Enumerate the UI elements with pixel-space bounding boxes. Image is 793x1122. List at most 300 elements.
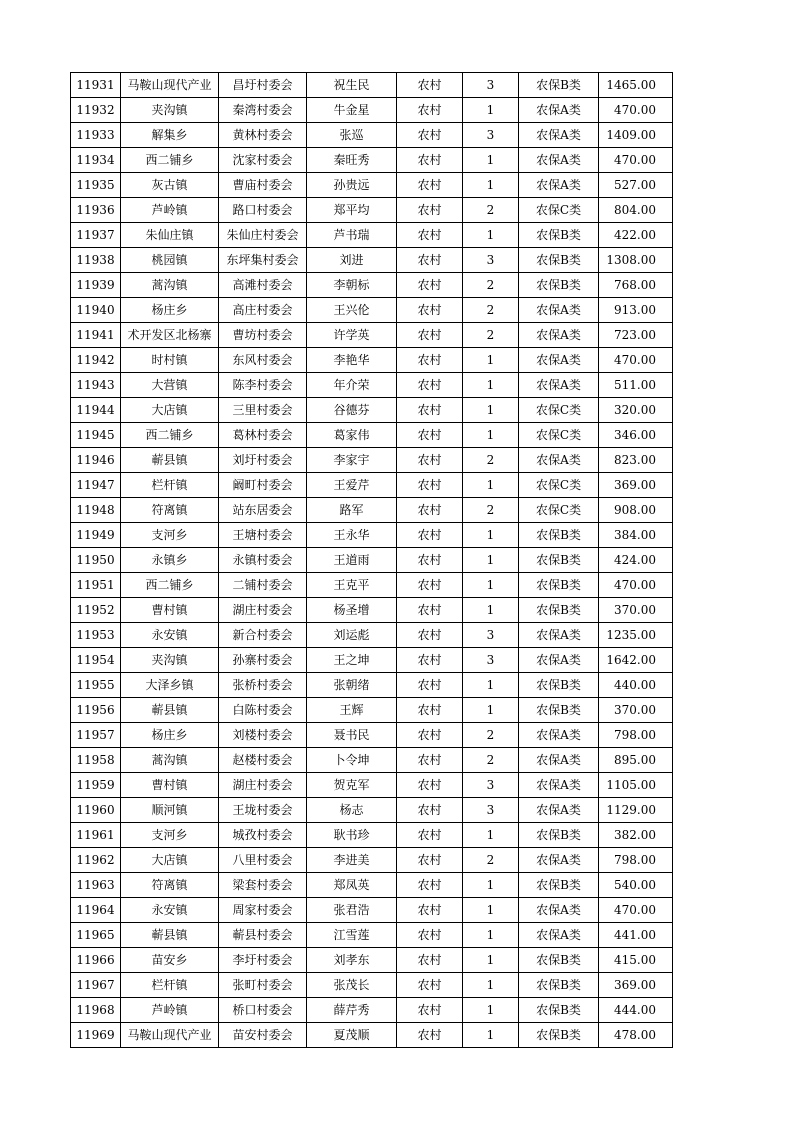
household-count-cell: 1 bbox=[463, 923, 519, 948]
village-committee-cell: 高滩村委会 bbox=[219, 273, 307, 298]
serial-number-cell: 11943 bbox=[71, 373, 121, 398]
serial-number-cell: 11950 bbox=[71, 548, 121, 573]
table-row bbox=[71, 648, 673, 673]
household-count-cell: 2 bbox=[463, 448, 519, 473]
village-committee-cell: 东坪集村委会 bbox=[219, 248, 307, 273]
township-cell: 马鞍山现代产业 bbox=[121, 73, 219, 98]
township-cell: 符离镇 bbox=[121, 498, 219, 523]
table-row bbox=[71, 798, 673, 823]
amount-cell: 444.00 bbox=[599, 998, 673, 1023]
household-count-cell: 1 bbox=[463, 98, 519, 123]
serial-number-cell: 11952 bbox=[71, 598, 121, 623]
amount-cell: 723.00 bbox=[599, 323, 673, 348]
table-row bbox=[71, 348, 673, 373]
table-row bbox=[71, 123, 673, 148]
village-committee-cell: 张町村委会 bbox=[219, 973, 307, 998]
household-count-cell: 1 bbox=[463, 173, 519, 198]
township-cell: 永安镇 bbox=[121, 623, 219, 648]
household-count-cell: 1 bbox=[463, 698, 519, 723]
household-count-cell: 1 bbox=[463, 473, 519, 498]
insurance-category-cell: 农保A类 bbox=[519, 298, 599, 323]
area-type-cell: 农村 bbox=[397, 498, 463, 523]
person-name-cell: 郑平均 bbox=[307, 198, 397, 223]
area-type-cell: 农村 bbox=[397, 323, 463, 348]
table-row bbox=[71, 673, 673, 698]
household-count-cell: 2 bbox=[463, 198, 519, 223]
table-row bbox=[71, 548, 673, 573]
household-count-cell: 3 bbox=[463, 623, 519, 648]
amount-cell: 440.00 bbox=[599, 673, 673, 698]
amount-cell: 370.00 bbox=[599, 598, 673, 623]
person-name-cell: 牛金星 bbox=[307, 98, 397, 123]
area-type-cell: 农村 bbox=[397, 173, 463, 198]
village-committee-cell: 阚町村委会 bbox=[219, 473, 307, 498]
amount-cell: 1409.00 bbox=[599, 123, 673, 148]
area-type-cell: 农村 bbox=[397, 973, 463, 998]
serial-number-cell: 11966 bbox=[71, 948, 121, 973]
serial-number-cell: 11946 bbox=[71, 448, 121, 473]
township-cell: 杨庄乡 bbox=[121, 723, 219, 748]
area-type-cell: 农村 bbox=[397, 423, 463, 448]
household-count-cell: 1 bbox=[463, 898, 519, 923]
amount-cell: 1308.00 bbox=[599, 248, 673, 273]
person-name-cell: 孙贵远 bbox=[307, 173, 397, 198]
insurance-category-cell: 农保A类 bbox=[519, 898, 599, 923]
serial-number-cell: 11955 bbox=[71, 673, 121, 698]
area-type-cell: 农村 bbox=[397, 523, 463, 548]
amount-cell: 1105.00 bbox=[599, 773, 673, 798]
area-type-cell: 农村 bbox=[397, 998, 463, 1023]
serial-number-cell: 11935 bbox=[71, 173, 121, 198]
village-committee-cell: 路口村委会 bbox=[219, 198, 307, 223]
insurance-category-cell: 农保C类 bbox=[519, 198, 599, 223]
area-type-cell: 农村 bbox=[397, 298, 463, 323]
insurance-category-cell: 农保C类 bbox=[519, 473, 599, 498]
person-name-cell: 王兴伦 bbox=[307, 298, 397, 323]
table-row bbox=[71, 623, 673, 648]
township-cell: 永镇乡 bbox=[121, 548, 219, 573]
village-committee-cell: 秦湾村委会 bbox=[219, 98, 307, 123]
village-committee-cell: 朱仙庄村委会 bbox=[219, 223, 307, 248]
amount-cell: 422.00 bbox=[599, 223, 673, 248]
area-type-cell: 农村 bbox=[397, 373, 463, 398]
area-type-cell: 农村 bbox=[397, 648, 463, 673]
village-committee-cell: 蕲县村委会 bbox=[219, 923, 307, 948]
township-cell: 马鞍山现代产业 bbox=[121, 1023, 219, 1048]
village-committee-cell: 站东居委会 bbox=[219, 498, 307, 523]
area-type-cell: 农村 bbox=[397, 248, 463, 273]
area-type-cell: 农村 bbox=[397, 223, 463, 248]
table-row bbox=[71, 698, 673, 723]
table-row bbox=[71, 498, 673, 523]
person-name-cell: 郑凤英 bbox=[307, 873, 397, 898]
roster-body bbox=[71, 73, 673, 1048]
amount-cell: 798.00 bbox=[599, 848, 673, 873]
amount-cell: 384.00 bbox=[599, 523, 673, 548]
area-type-cell: 农村 bbox=[397, 623, 463, 648]
area-type-cell: 农村 bbox=[397, 473, 463, 498]
insurance-category-cell: 农保B类 bbox=[519, 1023, 599, 1048]
village-committee-cell: 赵楼村委会 bbox=[219, 748, 307, 773]
amount-cell: 768.00 bbox=[599, 273, 673, 298]
table-row bbox=[71, 848, 673, 873]
household-count-cell: 2 bbox=[463, 323, 519, 348]
person-name-cell: 李艳华 bbox=[307, 348, 397, 373]
insurance-category-cell: 农保B类 bbox=[519, 73, 599, 98]
household-count-cell: 1 bbox=[463, 673, 519, 698]
amount-cell: 470.00 bbox=[599, 348, 673, 373]
serial-number-cell: 11957 bbox=[71, 723, 121, 748]
insurance-category-cell: 农保B类 bbox=[519, 273, 599, 298]
serial-number-cell: 11960 bbox=[71, 798, 121, 823]
amount-cell: 823.00 bbox=[599, 448, 673, 473]
serial-number-cell: 11941 bbox=[71, 323, 121, 348]
serial-number-cell: 11967 bbox=[71, 973, 121, 998]
township-cell: 蕲县镇 bbox=[121, 923, 219, 948]
insurance-category-cell: 农保C类 bbox=[519, 498, 599, 523]
table-row bbox=[71, 773, 673, 798]
township-cell: 芦岭镇 bbox=[121, 998, 219, 1023]
amount-cell: 540.00 bbox=[599, 873, 673, 898]
area-type-cell: 农村 bbox=[397, 698, 463, 723]
table-row bbox=[71, 823, 673, 848]
village-committee-cell: 三里村委会 bbox=[219, 398, 307, 423]
township-cell: 曹村镇 bbox=[121, 773, 219, 798]
amount-cell: 1129.00 bbox=[599, 798, 673, 823]
amount-cell: 370.00 bbox=[599, 698, 673, 723]
table-row bbox=[71, 998, 673, 1023]
area-type-cell: 农村 bbox=[397, 923, 463, 948]
insurance-category-cell: 农保A类 bbox=[519, 98, 599, 123]
household-count-cell: 2 bbox=[463, 273, 519, 298]
village-committee-cell: 王塘村委会 bbox=[219, 523, 307, 548]
insurance-category-cell: 农保A类 bbox=[519, 748, 599, 773]
area-type-cell: 农村 bbox=[397, 198, 463, 223]
amount-cell: 511.00 bbox=[599, 373, 673, 398]
table-row bbox=[71, 473, 673, 498]
person-name-cell: 刘运彪 bbox=[307, 623, 397, 648]
village-committee-cell: 二铺村委会 bbox=[219, 573, 307, 598]
village-committee-cell: 湖庄村委会 bbox=[219, 773, 307, 798]
household-count-cell: 1 bbox=[463, 948, 519, 973]
amount-cell: 346.00 bbox=[599, 423, 673, 448]
household-count-cell: 1 bbox=[463, 573, 519, 598]
insurance-category-cell: 农保B类 bbox=[519, 873, 599, 898]
person-name-cell: 王辉 bbox=[307, 698, 397, 723]
household-count-cell: 1 bbox=[463, 873, 519, 898]
area-type-cell: 农村 bbox=[397, 123, 463, 148]
serial-number-cell: 11954 bbox=[71, 648, 121, 673]
person-name-cell: 许学英 bbox=[307, 323, 397, 348]
household-count-cell: 1 bbox=[463, 373, 519, 398]
household-count-cell: 1 bbox=[463, 973, 519, 998]
person-name-cell: 张君浩 bbox=[307, 898, 397, 923]
area-type-cell: 农村 bbox=[397, 723, 463, 748]
insurance-category-cell: 农保A类 bbox=[519, 798, 599, 823]
table-row bbox=[71, 573, 673, 598]
person-name-cell: 卜令坤 bbox=[307, 748, 397, 773]
person-name-cell: 李家宇 bbox=[307, 448, 397, 473]
serial-number-cell: 11937 bbox=[71, 223, 121, 248]
village-committee-cell: 永镇村委会 bbox=[219, 548, 307, 573]
village-committee-cell: 曹坊村委会 bbox=[219, 323, 307, 348]
village-committee-cell: 王垅村委会 bbox=[219, 798, 307, 823]
person-name-cell: 薛芹秀 bbox=[307, 998, 397, 1023]
person-name-cell: 杨圣增 bbox=[307, 598, 397, 623]
township-cell: 夹沟镇 bbox=[121, 98, 219, 123]
serial-number-cell: 11933 bbox=[71, 123, 121, 148]
person-name-cell: 谷德芬 bbox=[307, 398, 397, 423]
amount-cell: 895.00 bbox=[599, 748, 673, 773]
township-cell: 杨庄乡 bbox=[121, 298, 219, 323]
township-cell: 朱仙庄镇 bbox=[121, 223, 219, 248]
amount-cell: 527.00 bbox=[599, 173, 673, 198]
village-committee-cell: 昌圩村委会 bbox=[219, 73, 307, 98]
township-cell: 蕲县镇 bbox=[121, 698, 219, 723]
insurance-category-cell: 农保B类 bbox=[519, 523, 599, 548]
insurance-category-cell: 农保A类 bbox=[519, 773, 599, 798]
person-name-cell: 张巡 bbox=[307, 123, 397, 148]
person-name-cell: 聂书民 bbox=[307, 723, 397, 748]
household-count-cell: 1 bbox=[463, 398, 519, 423]
person-name-cell: 杨志 bbox=[307, 798, 397, 823]
village-committee-cell: 梁套村委会 bbox=[219, 873, 307, 898]
amount-cell: 470.00 bbox=[599, 98, 673, 123]
household-count-cell: 2 bbox=[463, 848, 519, 873]
township-cell: 西二铺乡 bbox=[121, 423, 219, 448]
area-type-cell: 农村 bbox=[397, 73, 463, 98]
township-cell: 术开发区北杨寨 bbox=[121, 323, 219, 348]
table-row bbox=[71, 1023, 673, 1048]
insurance-category-cell: 农保B类 bbox=[519, 948, 599, 973]
table-row bbox=[71, 448, 673, 473]
table-row bbox=[71, 73, 673, 98]
area-type-cell: 农村 bbox=[397, 573, 463, 598]
insurance-category-cell: 农保B类 bbox=[519, 973, 599, 998]
amount-cell: 908.00 bbox=[599, 498, 673, 523]
township-cell: 桃园镇 bbox=[121, 248, 219, 273]
person-name-cell: 刘孝东 bbox=[307, 948, 397, 973]
village-committee-cell: 葛林村委会 bbox=[219, 423, 307, 448]
table-row bbox=[71, 323, 673, 348]
township-cell: 大店镇 bbox=[121, 398, 219, 423]
household-count-cell: 3 bbox=[463, 773, 519, 798]
township-cell: 栏杆镇 bbox=[121, 473, 219, 498]
village-committee-cell: 城孜村委会 bbox=[219, 823, 307, 848]
household-count-cell: 1 bbox=[463, 523, 519, 548]
insurance-category-cell: 农保B类 bbox=[519, 573, 599, 598]
serial-number-cell: 11948 bbox=[71, 498, 121, 523]
village-committee-cell: 陈李村委会 bbox=[219, 373, 307, 398]
person-name-cell: 年介荣 bbox=[307, 373, 397, 398]
amount-cell: 424.00 bbox=[599, 548, 673, 573]
table-row bbox=[71, 973, 673, 998]
village-committee-cell: 刘圩村委会 bbox=[219, 448, 307, 473]
township-cell: 栏杆镇 bbox=[121, 973, 219, 998]
household-count-cell: 1 bbox=[463, 548, 519, 573]
household-count-cell: 1 bbox=[463, 348, 519, 373]
person-name-cell: 葛家伟 bbox=[307, 423, 397, 448]
amount-cell: 478.00 bbox=[599, 1023, 673, 1048]
insurance-category-cell: 农保B类 bbox=[519, 698, 599, 723]
serial-number-cell: 11964 bbox=[71, 898, 121, 923]
amount-cell: 369.00 bbox=[599, 473, 673, 498]
village-committee-cell: 苗安村委会 bbox=[219, 1023, 307, 1048]
serial-number-cell: 11962 bbox=[71, 848, 121, 873]
serial-number-cell: 11968 bbox=[71, 998, 121, 1023]
serial-number-cell: 11949 bbox=[71, 523, 121, 548]
insurance-category-cell: 农保A类 bbox=[519, 623, 599, 648]
insurance-category-cell: 农保B类 bbox=[519, 598, 599, 623]
township-cell: 大营镇 bbox=[121, 373, 219, 398]
amount-cell: 798.00 bbox=[599, 723, 673, 748]
insurance-category-cell: 农保A类 bbox=[519, 323, 599, 348]
person-name-cell: 耿书珍 bbox=[307, 823, 397, 848]
person-name-cell: 王克平 bbox=[307, 573, 397, 598]
table-row bbox=[71, 898, 673, 923]
insurance-category-cell: 农保B类 bbox=[519, 673, 599, 698]
amount-cell: 320.00 bbox=[599, 398, 673, 423]
person-name-cell: 王道雨 bbox=[307, 548, 397, 573]
area-type-cell: 农村 bbox=[397, 748, 463, 773]
household-count-cell: 2 bbox=[463, 498, 519, 523]
table-row bbox=[71, 148, 673, 173]
serial-number-cell: 11942 bbox=[71, 348, 121, 373]
insurance-category-cell: 农保A类 bbox=[519, 848, 599, 873]
township-cell: 灰古镇 bbox=[121, 173, 219, 198]
area-type-cell: 农村 bbox=[397, 598, 463, 623]
household-count-cell: 1 bbox=[463, 223, 519, 248]
table-row bbox=[71, 223, 673, 248]
person-name-cell: 王爱芹 bbox=[307, 473, 397, 498]
area-type-cell: 农村 bbox=[397, 448, 463, 473]
township-cell: 西二铺乡 bbox=[121, 573, 219, 598]
amount-cell: 441.00 bbox=[599, 923, 673, 948]
table-row bbox=[71, 748, 673, 773]
table-row bbox=[71, 298, 673, 323]
insurance-category-cell: 农保A类 bbox=[519, 373, 599, 398]
township-cell: 大店镇 bbox=[121, 848, 219, 873]
household-count-cell: 1 bbox=[463, 598, 519, 623]
serial-number-cell: 11965 bbox=[71, 923, 121, 948]
village-committee-cell: 东风村委会 bbox=[219, 348, 307, 373]
table-row bbox=[71, 173, 673, 198]
township-cell: 蒿沟镇 bbox=[121, 748, 219, 773]
township-cell: 大泽乡镇 bbox=[121, 673, 219, 698]
township-cell: 时村镇 bbox=[121, 348, 219, 373]
village-committee-cell: 张桥村委会 bbox=[219, 673, 307, 698]
township-cell: 芦岭镇 bbox=[121, 198, 219, 223]
person-name-cell: 刘进 bbox=[307, 248, 397, 273]
serial-number-cell: 11956 bbox=[71, 698, 121, 723]
person-name-cell: 王永华 bbox=[307, 523, 397, 548]
household-count-cell: 3 bbox=[463, 123, 519, 148]
township-cell: 支河乡 bbox=[121, 523, 219, 548]
village-committee-cell: 桥口村委会 bbox=[219, 998, 307, 1023]
township-cell: 蒿沟镇 bbox=[121, 273, 219, 298]
amount-cell: 470.00 bbox=[599, 573, 673, 598]
table-row bbox=[71, 923, 673, 948]
township-cell: 苗安乡 bbox=[121, 948, 219, 973]
table-row bbox=[71, 398, 673, 423]
person-name-cell: 祝生民 bbox=[307, 73, 397, 98]
serial-number-cell: 11932 bbox=[71, 98, 121, 123]
amount-cell: 1465.00 bbox=[599, 73, 673, 98]
village-committee-cell: 刘楼村委会 bbox=[219, 723, 307, 748]
village-committee-cell: 曹庙村委会 bbox=[219, 173, 307, 198]
area-type-cell: 农村 bbox=[397, 898, 463, 923]
amount-cell: 470.00 bbox=[599, 898, 673, 923]
amount-cell: 804.00 bbox=[599, 198, 673, 223]
table-row bbox=[71, 248, 673, 273]
insurance-category-cell: 农保A类 bbox=[519, 123, 599, 148]
village-committee-cell: 白陈村委会 bbox=[219, 698, 307, 723]
village-committee-cell: 八里村委会 bbox=[219, 848, 307, 873]
village-committee-cell: 周家村委会 bbox=[219, 898, 307, 923]
table-row bbox=[71, 198, 673, 223]
area-type-cell: 农村 bbox=[397, 398, 463, 423]
table-row bbox=[71, 523, 673, 548]
household-count-cell: 3 bbox=[463, 248, 519, 273]
area-type-cell: 农村 bbox=[397, 1023, 463, 1048]
household-count-cell: 1 bbox=[463, 823, 519, 848]
serial-number-cell: 11958 bbox=[71, 748, 121, 773]
village-committee-cell: 高庄村委会 bbox=[219, 298, 307, 323]
insurance-category-cell: 农保A类 bbox=[519, 173, 599, 198]
serial-number-cell: 11936 bbox=[71, 198, 121, 223]
household-count-cell: 3 bbox=[463, 648, 519, 673]
person-name-cell: 王之坤 bbox=[307, 648, 397, 673]
table-row bbox=[71, 373, 673, 398]
insurance-category-cell: 农保A类 bbox=[519, 648, 599, 673]
insurance-category-cell: 农保A类 bbox=[519, 923, 599, 948]
serial-number-cell: 11961 bbox=[71, 823, 121, 848]
insurance-category-cell: 农保B类 bbox=[519, 823, 599, 848]
amount-cell: 369.00 bbox=[599, 973, 673, 998]
serial-number-cell: 11931 bbox=[71, 73, 121, 98]
village-committee-cell: 李圩村委会 bbox=[219, 948, 307, 973]
township-cell: 永安镇 bbox=[121, 898, 219, 923]
household-count-cell: 1 bbox=[463, 148, 519, 173]
insurance-category-cell: 农保B类 bbox=[519, 223, 599, 248]
person-name-cell: 江雪莲 bbox=[307, 923, 397, 948]
village-committee-cell: 新合村委会 bbox=[219, 623, 307, 648]
table-row bbox=[71, 948, 673, 973]
person-name-cell: 李进美 bbox=[307, 848, 397, 873]
table-row bbox=[71, 423, 673, 448]
serial-number-cell: 11940 bbox=[71, 298, 121, 323]
table-row bbox=[71, 598, 673, 623]
person-name-cell: 秦旺秀 bbox=[307, 148, 397, 173]
insurance-category-cell: 农保A类 bbox=[519, 448, 599, 473]
area-type-cell: 农村 bbox=[397, 148, 463, 173]
person-name-cell: 芦书瑞 bbox=[307, 223, 397, 248]
area-type-cell: 农村 bbox=[397, 98, 463, 123]
area-type-cell: 农村 bbox=[397, 348, 463, 373]
township-cell: 顺河镇 bbox=[121, 798, 219, 823]
household-count-cell: 1 bbox=[463, 998, 519, 1023]
household-count-cell: 3 bbox=[463, 73, 519, 98]
serial-number-cell: 11938 bbox=[71, 248, 121, 273]
area-type-cell: 农村 bbox=[397, 548, 463, 573]
serial-number-cell: 11959 bbox=[71, 773, 121, 798]
village-committee-cell: 孙寨村委会 bbox=[219, 648, 307, 673]
serial-number-cell: 11963 bbox=[71, 873, 121, 898]
serial-number-cell: 11951 bbox=[71, 573, 121, 598]
area-type-cell: 农村 bbox=[397, 798, 463, 823]
serial-number-cell: 11945 bbox=[71, 423, 121, 448]
table-row bbox=[71, 873, 673, 898]
